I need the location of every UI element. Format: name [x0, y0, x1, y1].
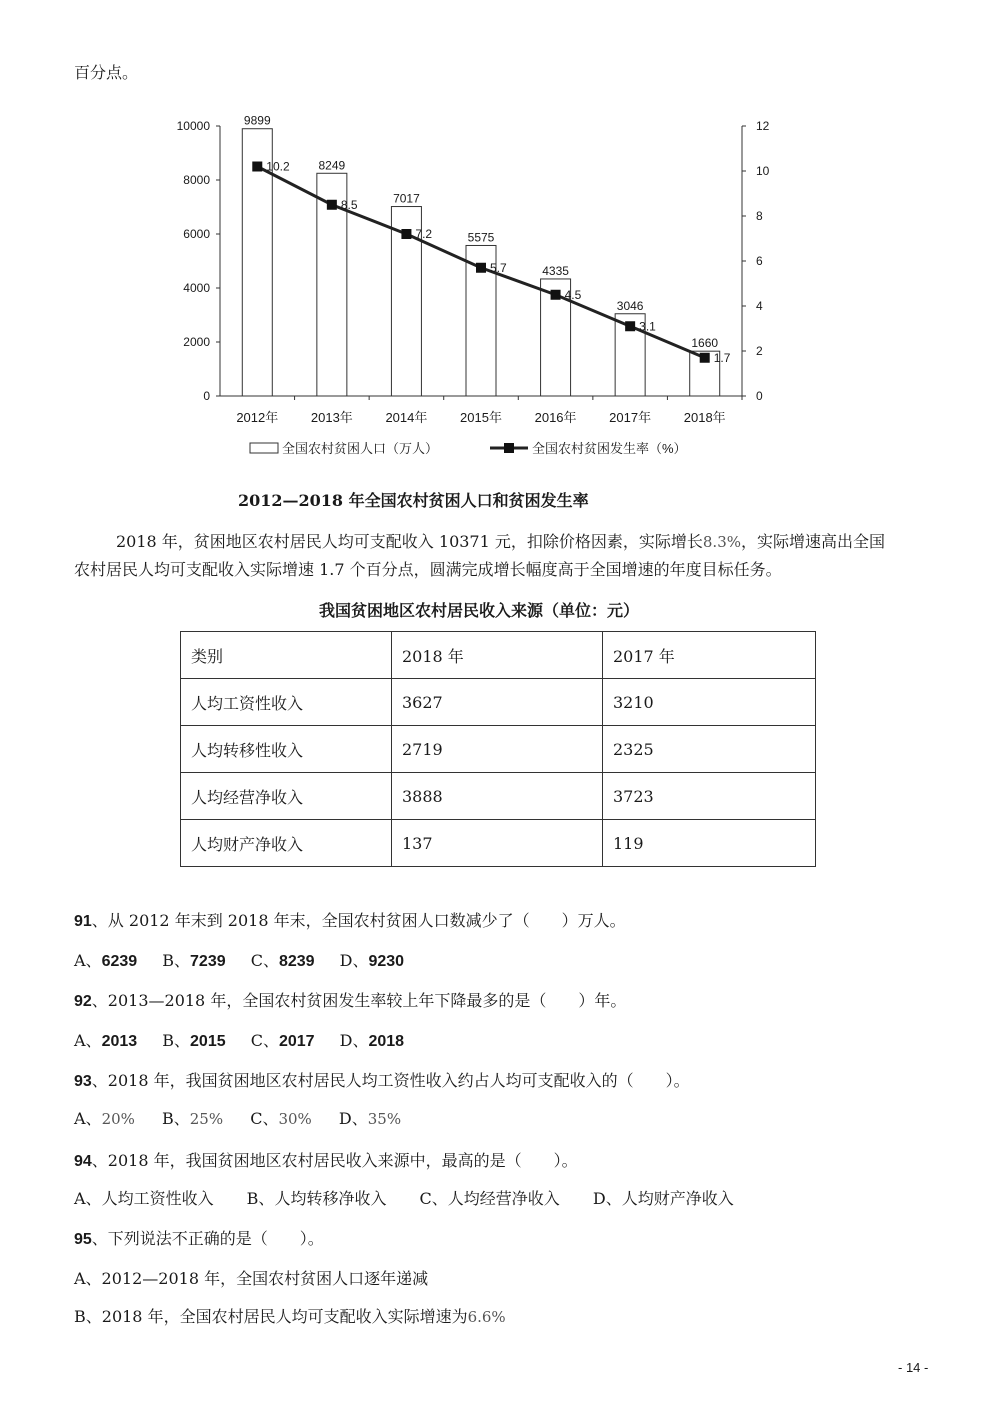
- legend-line-marker: [504, 443, 514, 453]
- rate-value-label: 4.5: [564, 287, 582, 302]
- rate-value-label: 8.5: [340, 197, 358, 212]
- header-2017: 2017 年: [603, 632, 816, 679]
- option-d[interactable]: D、人均财产净收入: [592, 1189, 734, 1208]
- header-2018: 2018 年: [392, 632, 603, 679]
- legend-bar-label: 全国农村贫困人口（万人）: [282, 441, 439, 456]
- row-value-2017: 3210: [603, 679, 816, 726]
- table-row: [181, 679, 816, 726]
- question-number: 93: [74, 1073, 92, 1090]
- question-text: 、2018 年，我国贫困地区农村居民人均工资性收入约占人均可支配收入的（ ）。: [91, 1071, 690, 1090]
- option-b[interactable]: B、2015: [162, 1031, 226, 1050]
- options-94: [74, 1186, 754, 1209]
- x-tick-label: 2013年: [310, 410, 353, 425]
- row-category: 人均财产净收入: [181, 820, 392, 867]
- right-tick-label: 8: [756, 209, 763, 223]
- table-header-row: [181, 632, 816, 679]
- row-value-2017: 2325: [603, 726, 816, 773]
- table-row: [181, 726, 816, 773]
- rate-value-label: 5.7: [490, 260, 507, 275]
- option-c[interactable]: C、8239: [250, 951, 315, 970]
- option-a[interactable]: A、6239: [74, 951, 138, 970]
- bar-value-label: 4335: [542, 263, 569, 278]
- question-91: [74, 908, 626, 931]
- legend-line-label: 全国农村贫困发生率（%）: [532, 441, 687, 456]
- question-number: 95: [74, 1231, 92, 1248]
- income-table: [180, 631, 816, 867]
- question-92: [74, 988, 626, 1011]
- poverty-chart: [160, 112, 800, 472]
- question-number: 92: [74, 993, 92, 1010]
- legend-bar-swatch: [250, 443, 278, 453]
- row-value-2018: 2719: [392, 726, 603, 773]
- bar-value-label: 3046: [616, 298, 644, 313]
- option-d[interactable]: D、2018: [339, 1031, 405, 1050]
- question-text: 、2013—2018 年，全国农村贫困发生率较上年下降最多的是（ ）年。: [91, 991, 627, 1010]
- row-category: 人均转移性收入: [181, 726, 392, 773]
- row-category: 人均工资性收入: [181, 679, 392, 726]
- option-a[interactable]: A、20%: [74, 1109, 135, 1128]
- option-b[interactable]: B、人均转移净收入: [246, 1189, 387, 1208]
- bar-value-label: 8249: [318, 158, 346, 173]
- rate-marker: [700, 353, 710, 363]
- table-row: [181, 773, 816, 820]
- question-93: [74, 1068, 690, 1091]
- rate-marker: [625, 321, 635, 331]
- option-a[interactable]: A、人均工资性收入: [74, 1189, 214, 1208]
- bar-value-label: 1660: [691, 336, 719, 351]
- header-category: 类别: [181, 632, 392, 679]
- bar-value-label: 9899: [243, 113, 271, 128]
- option-c[interactable]: C、人均经营净收入: [419, 1189, 560, 1208]
- x-tick-label: 2017年: [609, 410, 652, 425]
- x-tick-label: 2014年: [385, 410, 428, 425]
- row-value-2018: 137: [392, 820, 603, 867]
- row-value-2017: 119: [603, 820, 816, 867]
- rate-value-label: 10.2: [266, 159, 290, 174]
- row-value-2017: 3723: [603, 773, 816, 820]
- question-number: 91: [74, 913, 92, 930]
- right-tick-label: 4: [756, 299, 763, 313]
- option-d[interactable]: D、9230: [339, 951, 405, 970]
- left-tick-label: 10000: [176, 119, 210, 133]
- x-tick-label: 2016年: [534, 410, 577, 425]
- question-text: 、从 2012 年末到 2018 年末，全国农村贫困人口数减少了（ ）万人。: [91, 911, 626, 930]
- question-94: [74, 1148, 578, 1171]
- right-tick-label: 2: [756, 344, 763, 358]
- option-b[interactable]: B、25%: [162, 1109, 224, 1128]
- statement-b[interactable]: B、2018 年，全国农村居民人均可支配收入实际增速为6.6%: [74, 1307, 506, 1326]
- options-93: [74, 1106, 421, 1129]
- paragraph-line1-a: 2018 年，贫困地区农村居民人均可支配收入 10371 元，扣除价格因素，实际增长: [116, 532, 703, 551]
- income-paragraph: [74, 528, 934, 584]
- options-92: [74, 1028, 424, 1051]
- question-text: 、2018 年，我国贫困地区农村居民收入来源中，最高的是（ ）。: [91, 1151, 578, 1170]
- options-91: [74, 948, 424, 971]
- statement-a[interactable]: A、2012—2018 年，全国农村贫困人口逐年递减: [74, 1269, 429, 1288]
- rate-value-label: 7.2: [415, 227, 433, 241]
- right-tick-label: 6: [756, 254, 763, 268]
- row-value-2018: 3888: [392, 773, 603, 820]
- table-title: 我国贫困地区农村居民收入来源（单位：元）: [319, 601, 640, 620]
- question-number: 94: [74, 1153, 92, 1170]
- left-tick-label: 6000: [183, 227, 210, 241]
- option-c[interactable]: C、2017: [250, 1031, 315, 1050]
- paragraph-line1-b: ，实际增速高出全国: [741, 532, 886, 551]
- right-tick-label: 0: [756, 389, 763, 403]
- left-tick-label: 4000: [183, 281, 210, 295]
- x-tick-label: 2015年: [460, 410, 502, 425]
- rate-marker: [401, 229, 411, 239]
- rate-marker: [252, 162, 262, 172]
- row-category: 人均经营净收入: [181, 773, 392, 820]
- rate-marker: [551, 290, 561, 300]
- rate-marker: [476, 263, 486, 273]
- rate-value-label: 1.7: [713, 350, 731, 365]
- top-fragment-text: 百分点。: [74, 63, 139, 82]
- right-tick-label: 10: [756, 164, 770, 178]
- question-95: [74, 1226, 324, 1249]
- table-row: [181, 820, 816, 867]
- paragraph-line2: 农村居民人均可支配收入实际增速 1.7 个百分点，圆满完成增长幅度高于全国增速的年度目标任务。: [74, 560, 782, 579]
- left-tick-label: 0: [203, 389, 210, 403]
- rate-value-label: 3.1: [639, 319, 656, 334]
- right-tick-label: 12: [756, 119, 770, 133]
- option-c[interactable]: C、30%: [250, 1109, 312, 1128]
- left-tick-label: 2000: [183, 335, 210, 349]
- x-tick-label: 2012年: [236, 410, 279, 425]
- option-b[interactable]: B、7239: [162, 951, 226, 970]
- row-value-2018: 3627: [392, 679, 603, 726]
- bar-value-label: 5575: [467, 230, 495, 245]
- x-tick-label: 2018年: [683, 410, 726, 425]
- page-number: - 14 -: [898, 1360, 929, 1375]
- left-tick-label: 8000: [183, 173, 210, 187]
- chart-caption: 2012—2018 年全国农村贫困人口和贫困发生率: [238, 491, 589, 510]
- bar-value-label: 7017: [393, 191, 420, 206]
- question-text: 、下列说法不正确的是（ ）。: [91, 1229, 324, 1248]
- rate-marker: [327, 200, 337, 210]
- option-a[interactable]: A、2013: [74, 1031, 138, 1050]
- paragraph-pct: 8.3%: [702, 533, 741, 551]
- option-d[interactable]: D、35%: [338, 1109, 402, 1128]
